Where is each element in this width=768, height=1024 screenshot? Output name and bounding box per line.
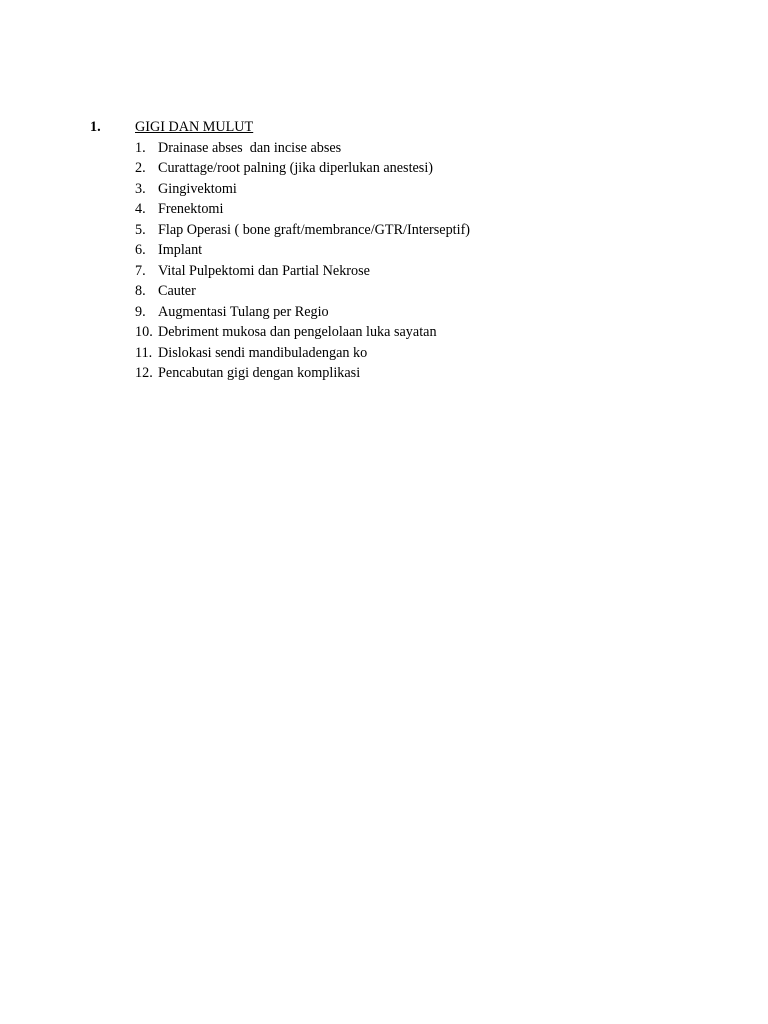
list-item-text: Gingivektomi	[158, 180, 237, 197]
list-item-number: 11.	[135, 344, 153, 361]
list-item-number: 2.	[135, 160, 146, 176]
list-item	[135, 199, 755, 220]
list-item-text: Frenektomi	[158, 201, 224, 217]
list-item-number: 8.	[135, 283, 146, 299]
list-item-number: 6.	[135, 242, 146, 258]
list-item-number: 12.	[135, 365, 153, 381]
list-item	[135, 302, 755, 323]
list-item-text: Augmentasi Tulang per Regio	[158, 303, 329, 320]
list-item-number: 3.	[135, 180, 146, 197]
list-item-text: Implant	[158, 242, 203, 258]
list-item-number: 10.	[135, 324, 153, 340]
list-item-text: Vital Pulpektomi dan Partial Nekrose	[158, 262, 370, 279]
list-item-text: Flap Operasi ( bone graft/membrance/GTR/Interseptif)	[158, 221, 471, 238]
list-item	[135, 322, 755, 343]
section-gigi-dan-mulut	[90, 117, 710, 383]
section-title: GIGI DAN MULUT	[135, 119, 254, 135]
list-item-number: 9.	[135, 303, 146, 320]
list-item	[135, 158, 755, 179]
list-item-text: Cauter	[158, 283, 196, 299]
section-heading	[90, 117, 710, 137]
list-item-text: Dislokasi sendi mandibuladengan ko	[158, 344, 368, 361]
procedure-list	[135, 138, 755, 384]
list-item	[135, 220, 755, 241]
list-item	[135, 363, 755, 384]
list-item-number: 4.	[135, 201, 146, 217]
list-item	[135, 281, 755, 302]
list-item	[135, 261, 755, 282]
list-item-text: Curattage/root palning (jika diperlukan anestesi)	[158, 160, 433, 176]
section-number: 1.	[90, 119, 101, 135]
list-item	[135, 138, 755, 159]
list-item-number: 1.	[135, 139, 146, 156]
list-item	[135, 240, 755, 261]
list-item-text: Debriment mukosa dan pengelolaan luka sayatan	[158, 324, 437, 340]
list-item	[135, 179, 755, 200]
list-item-text: Pencabutan gigi dengan komplikasi	[158, 365, 361, 381]
list-item-number: 5.	[135, 221, 146, 238]
list-item-text: Drainase abses dan incise abses	[158, 139, 342, 156]
list-item	[135, 343, 755, 364]
list-item-number: 7.	[135, 262, 146, 279]
